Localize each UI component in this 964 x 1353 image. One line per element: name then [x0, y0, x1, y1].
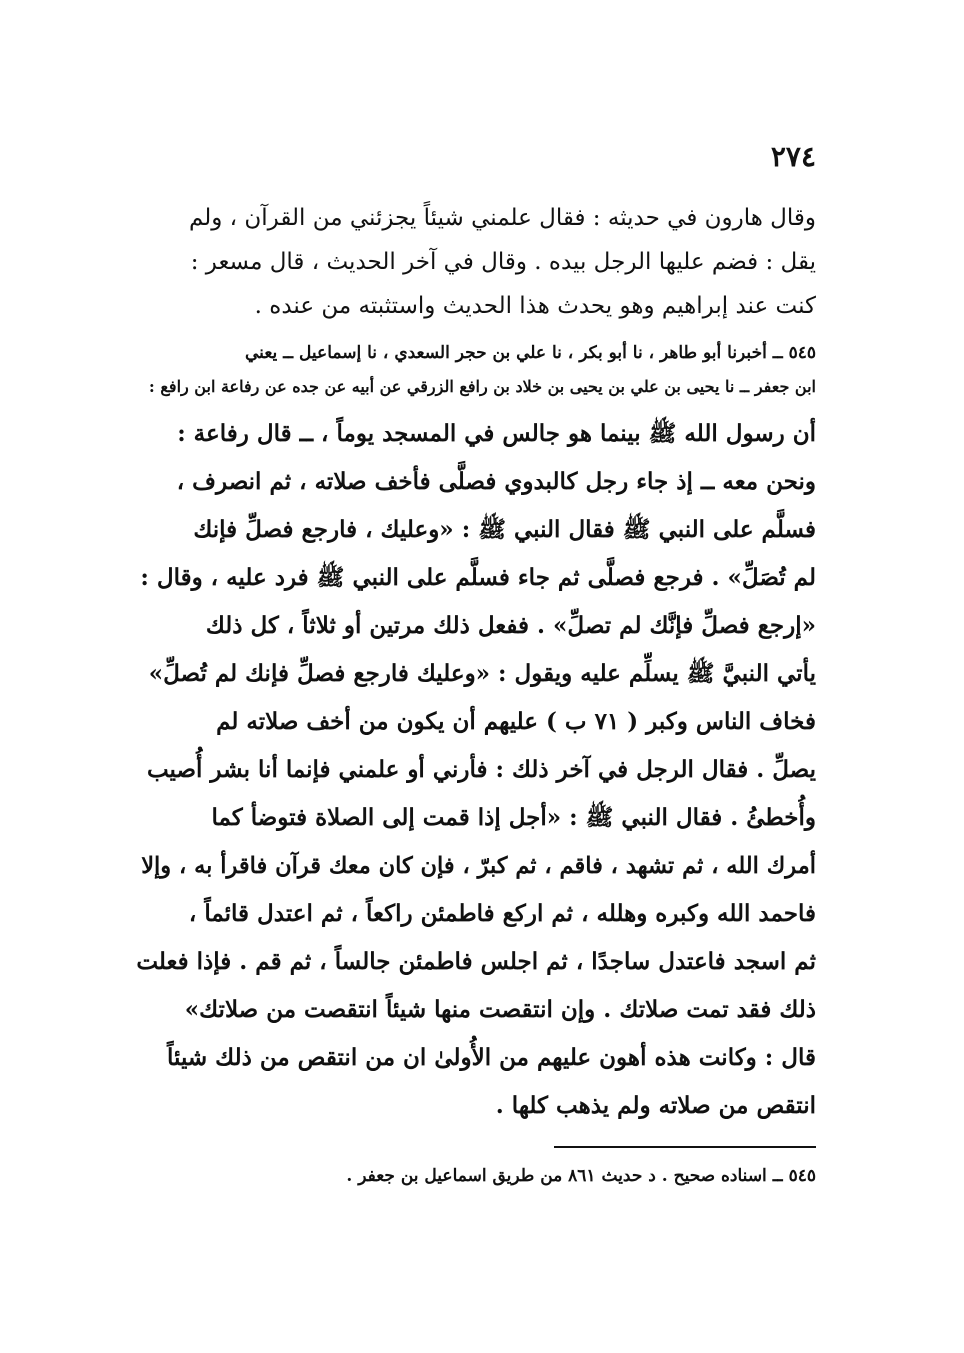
hadith-line: ونحن معه ــ إذ جاء رجل كالبدوي فصلَّى فأخف صلاته ، ثم انصرف ،: [176, 468, 816, 495]
isnad-chain: [134, 336, 816, 404]
hadith-line: ثم اسجد فاعتدل ساجدًا ، ثم اجلس فاطمئن جالساً ، ثم قم . فإذا فعلت: [136, 948, 816, 975]
hadith-text: [134, 410, 816, 1130]
hadith-line: يأتي النبيَّ ﷺ يسلِّم عليه ويقول : «وعليك فارجع فصلِّ فإنك لم تُصلِّ»: [148, 660, 816, 687]
hadith-line: فخاف الناس وكبر ( ٧١ ب ) عليهم أن يكون من أخف صلاته لم: [216, 708, 816, 735]
footnote: ٥٤٥ ــ اسناده صحيح . د حديث ٨٦١ من طريق اسماعيل بن جعفر .: [346, 1166, 816, 1186]
hadith-line: أن رسول الله ﷺ بينما هو جالس في المسجد يوماً ، ــ قال رفاعة :: [177, 420, 816, 447]
hadith-line: لم تُصَلِّ» . فرجع فصلَّى ثم جاء فسلَّم على النبي ﷺ فرد عليه ، وقال :: [140, 564, 816, 591]
hadith-line: انتقص من صلاته ولم يذهب كلها .: [495, 1092, 816, 1119]
intro-line: كنت عند إبراهيم وهو يحدث هذا الحديث واستثبته من عنده .: [254, 293, 816, 319]
isnad-line: ٥٤٥ ــ أخبرنا أبو طاهر ، نا أبو بكر ، نا علي بن حجر السعدي ، نا إسماعيل ــ يعني: [245, 343, 816, 363]
intro-paragraph: [134, 196, 816, 328]
isnad-line: ابن جعفر ــ نا يحيى بن علي بن يحيى بن خلاد بن رافع الزرقي عن أبيه عن جده عن رفاعة ابن رافع :: [148, 377, 816, 396]
hadith-line: قال : وكانت هذه أهون عليهم من الأُولىٰ ان من انتقص من ذلك شيئاً: [167, 1044, 816, 1071]
page-number: ٢٧٤: [770, 140, 816, 173]
intro-line: وقال هارون في حديثه : فقال علمني شيئاً يجزئني من القرآن ، ولم: [188, 205, 816, 231]
intro-line: يقل : فضم عليها الرجل بيده . وقال في آخر الحديث ، قال مسعر :: [190, 249, 816, 275]
hadith-line: فسلَّم على النبي ﷺ فقال النبي ﷺ : «وعليك ، فارجع فصلِّ فإنك: [193, 516, 816, 543]
hadith-line: «إرجع فصلِّ فإنَّك لم تصلِّ» . ففعل ذلك مرتين أو ثلاثاً ، كل ذلك: [205, 612, 816, 639]
footnote-divider: [554, 1146, 816, 1148]
hadith-line: وأُخطئُ . فقال النبي ﷺ : «أجل إذا قمت إلى الصلاة فتوضأ كما: [211, 804, 816, 831]
hadith-line: أمرك الله ، ثم تشهد ، فاقم ، ثم كبرّ ، فإن كان معك قرآن فاقرأ به ، وإلا: [141, 853, 816, 879]
hadith-line: يصلِّ . فقال الرجل في آخر ذلك : فأرني أو علمني فإنما أنا بشر أُصيب: [146, 756, 816, 783]
hadith-line: ذلك فقد تمت صلاتك . وإن انتقصت منها شيئاً انتقصت من صلاتك»: [184, 996, 816, 1023]
hadith-line: فاحمد الله وكبره وهلله ، ثم اركع فاطمئن راكعاً ، ثم اعتدل قائماً ،: [188, 900, 816, 927]
